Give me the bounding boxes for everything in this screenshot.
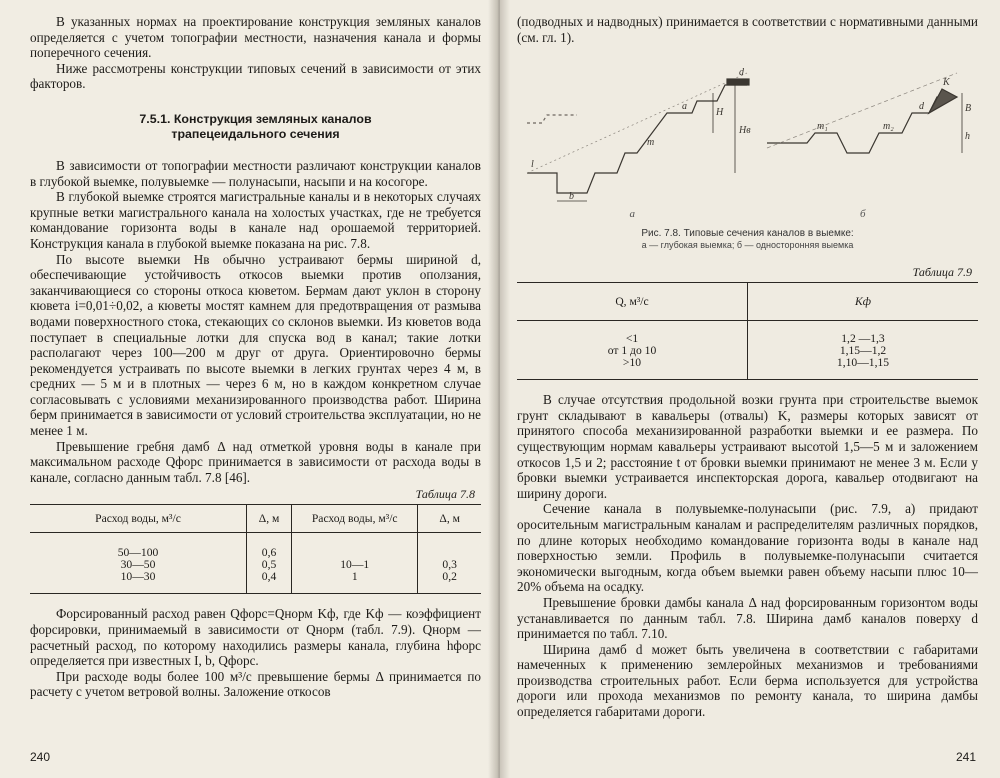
figure-letter: a: [682, 101, 687, 113]
cavalier-fill: [929, 89, 957, 113]
table-cell: [418, 533, 481, 594]
table-header-cell: Расход воды, м³/с: [292, 505, 418, 533]
table-header-cell: Расход воды, м³/с: [30, 505, 246, 533]
paragraph: Превышение гребня дамб Δ над отметкой уровня воды в канале при максимальном расходе Qфорс принимается в зависимости от расхода воды в канале, согласно данным табл. 7.8 [46].: [30, 438, 481, 485]
table-row: [30, 533, 481, 594]
table-cell: [30, 533, 246, 594]
figure-a-profile: [527, 73, 749, 201]
figure-b-profile: [767, 73, 962, 153]
cross-section-drawing: [517, 53, 977, 203]
cell-value: 0,3: [442, 558, 457, 572]
left-page: [0, 0, 497, 778]
bank-fill: [727, 79, 749, 85]
cell-value: 0,2: [442, 570, 457, 584]
cut-slope-line: [527, 85, 747, 193]
table-cell: [246, 533, 291, 594]
cell-value: 1,10—1,15: [836, 356, 890, 370]
table-row: [517, 321, 978, 380]
paragraph: В указанных нормах на проектирование конструкция земляных каналов определяется с учетом топографии местности, назначения канала и формы поперечного сечения.: [30, 14, 481, 61]
ground-line-b: [767, 73, 957, 148]
figure-caption: Рис. 7.8. Типовые сечения каналов в выемке:: [641, 228, 854, 240]
table-cell: [292, 533, 418, 594]
figure-labels: [517, 208, 978, 220]
page-number: 241: [955, 750, 976, 764]
cell-value: 1: [351, 570, 358, 584]
figure-letter: K: [943, 77, 950, 89]
section-heading: [30, 112, 481, 142]
ground-dashed-line: [527, 115, 577, 123]
section-heading-line: трапецеидального сечения: [171, 126, 340, 141]
paragraph: По высоте выемки Hв обычно устраивают бермы шириной d, обеспечивающие устойчивость откосов выемки против оползания, заканчивающиеся со стороны откоса кюветом. Бермам дают уклон в сторону кювета i=0,01÷0,02, а кюветы мостят камнем для предотвращения от размыва водами поверхностного стока, стекающих со склонов выемки. Из кюветов вода поступает в специальные лотки для спуска вод в канал; такие лотки располагают через 100—200 м друг от друга. Ориентировочно бермы рекомендуется устраивать по высоте выемки в легких грунтах через 4 м, в средних — 5 м и в плотных — через 6 м, но в каждом конкретном случае согласовывать с условиями механизированного производства работ. Ширина берм принимается в зависимости от условий строительства эксплуатации, но не менее 1 м.: [30, 251, 481, 439]
cell-value: 10—1: [340, 558, 370, 572]
paragraph: Превышение бровки дамбы канала Δ над форсированным горизонтом воды устанавливается по данным табл. 7.8. Ширина дамб каналов поверху d принимается по табл. 7.10.: [517, 594, 978, 642]
cell-value: 0,4: [261, 570, 277, 584]
section-heading-line: 7.5.1. Конструкция земляных каналов: [139, 111, 372, 126]
figure-letter: b: [569, 191, 574, 203]
figure-letter: d: [739, 67, 744, 79]
figure-letter: H: [716, 107, 724, 119]
cell-value: >10: [622, 356, 642, 370]
cell-value: 1,15—1,2: [839, 344, 887, 358]
figure-letter: h: [965, 131, 970, 143]
right-page: [497, 0, 1000, 778]
cell-value: 0,5: [261, 558, 277, 572]
cell-value: 1,2 —1,3: [841, 332, 885, 346]
figure-letter: Hв: [739, 125, 751, 137]
figure-letters: [531, 67, 971, 202]
cell-value: 0,6: [261, 546, 277, 560]
cell-value: от 1 до 10: [607, 344, 657, 358]
paragraph: Ширина дамб d может быть увеличена в соответствии с габаритами намеченных к применению землеройных механизмов и требованиями производства строительных работ. Если берма используется для устройства дороги или прохода механизмов по ремонту канала, то ширина дамбы определяется габаритами дороги.: [517, 641, 978, 720]
paragraph: Ниже рассмотрены конструкции типовых сечений в зависимости от этих факторов.: [30, 60, 481, 92]
cell-value: 50—100: [117, 546, 159, 560]
figure-letter: m₂: [883, 121, 894, 133]
paragraph: (подводных и надводных) принимается в соответствии с нормативными данными (см. гл. 1).: [517, 14, 978, 45]
figure-letter: l: [531, 159, 534, 171]
table-header-cell: Kф: [748, 283, 979, 321]
cut-slope-line-b: [767, 97, 957, 153]
table-caption: Таблица 7.9: [912, 265, 972, 280]
table-caption: Таблица 7.8: [415, 487, 475, 502]
paragraph: Сечение канала в полувыемке-полунасыпи (рис. 7.9, а) придают оросительным магистральным каналам и распределителям различных порядков, по длине которых необходимо командование горизонта воды в канале над поверхностью земли. Профиль в полувыемке-полунасыпи считается экономически выгодным, когда объем выемки равен объему насыпи плюс 10—20% объема на осадку.: [517, 501, 978, 595]
paragraph: В случае отсутствия продольной возки грунта при строительстве выемок грунт складывают в кавальеры (отвалы) K, размеры которых зависят от принятого способа механизированной разработки выемки и ее размера. По существующим нормам кавальеры устраивают высотой 1,5—5 м и заложением откосов 1,5 и 2; расстояние t от бровки выемки принимают не менее 3 м. Если у бровки выемки устраивается инспекторская дорога, кавальер отодвигают на ширину дороги.: [517, 392, 978, 501]
cell-value: <1: [625, 332, 639, 346]
paragraph: При расходе воды более 100 м³/с превышение бермы Δ принимается по расчету с учетом ветровой волны. Заложение откосов: [30, 668, 481, 700]
paragraph: Форсированный расход равен Qфорс=Qнорм Kф, где Kф — коэффициент форсировки, принимаемый в зависимости от Qнорм (табл. 7.9). Qнорм — расчетный расход, по которому находились размеры канала, глубина hфорс определяется при известных I, b, Qфорс.: [30, 606, 481, 669]
figure-subcaption: а — глубокая выемка; б — односторонняя выемка: [641, 240, 854, 251]
table-7-9: [517, 282, 978, 380]
figure-letter: d: [919, 101, 924, 113]
figure-letter: m: [647, 137, 655, 149]
figure-label-a: а: [629, 208, 635, 221]
figure-letter: m₁: [817, 121, 828, 133]
figure-letter: B: [965, 103, 972, 115]
table-7-8: [30, 504, 481, 594]
table-header-row: [517, 283, 978, 321]
cell-value: 10—30: [120, 570, 156, 584]
table-cell: [517, 321, 748, 380]
paragraph: В глубокой выемке строятся магистральные каналы и в некоторых случаях крупные ветки магистрального канала на холостых участках, где не требуется командование горизонта воды в канале над орошаемой территорией. Конструкция канала в глубокой выемке показана на рис. 7.8.: [30, 189, 481, 251]
page-number: 240: [30, 750, 51, 764]
table-cell: [748, 321, 979, 380]
table-header-cell: Δ, м: [418, 505, 481, 533]
table-header-cell: Q, м³/с: [517, 283, 748, 321]
table-header-row: [30, 505, 481, 533]
slope-guide-line: [527, 73, 747, 173]
cell-value: 30—50: [120, 558, 156, 572]
figure-label-b: б: [859, 208, 866, 221]
figure-7-8: [517, 53, 978, 251]
paragraph: В зависимости от топографии местности различают конструкции каналов в глубокой выемке, полувыемке — полунасыпи, насыпи и на косогоре.: [30, 157, 481, 189]
table-header-cell: Δ, м: [246, 505, 291, 533]
